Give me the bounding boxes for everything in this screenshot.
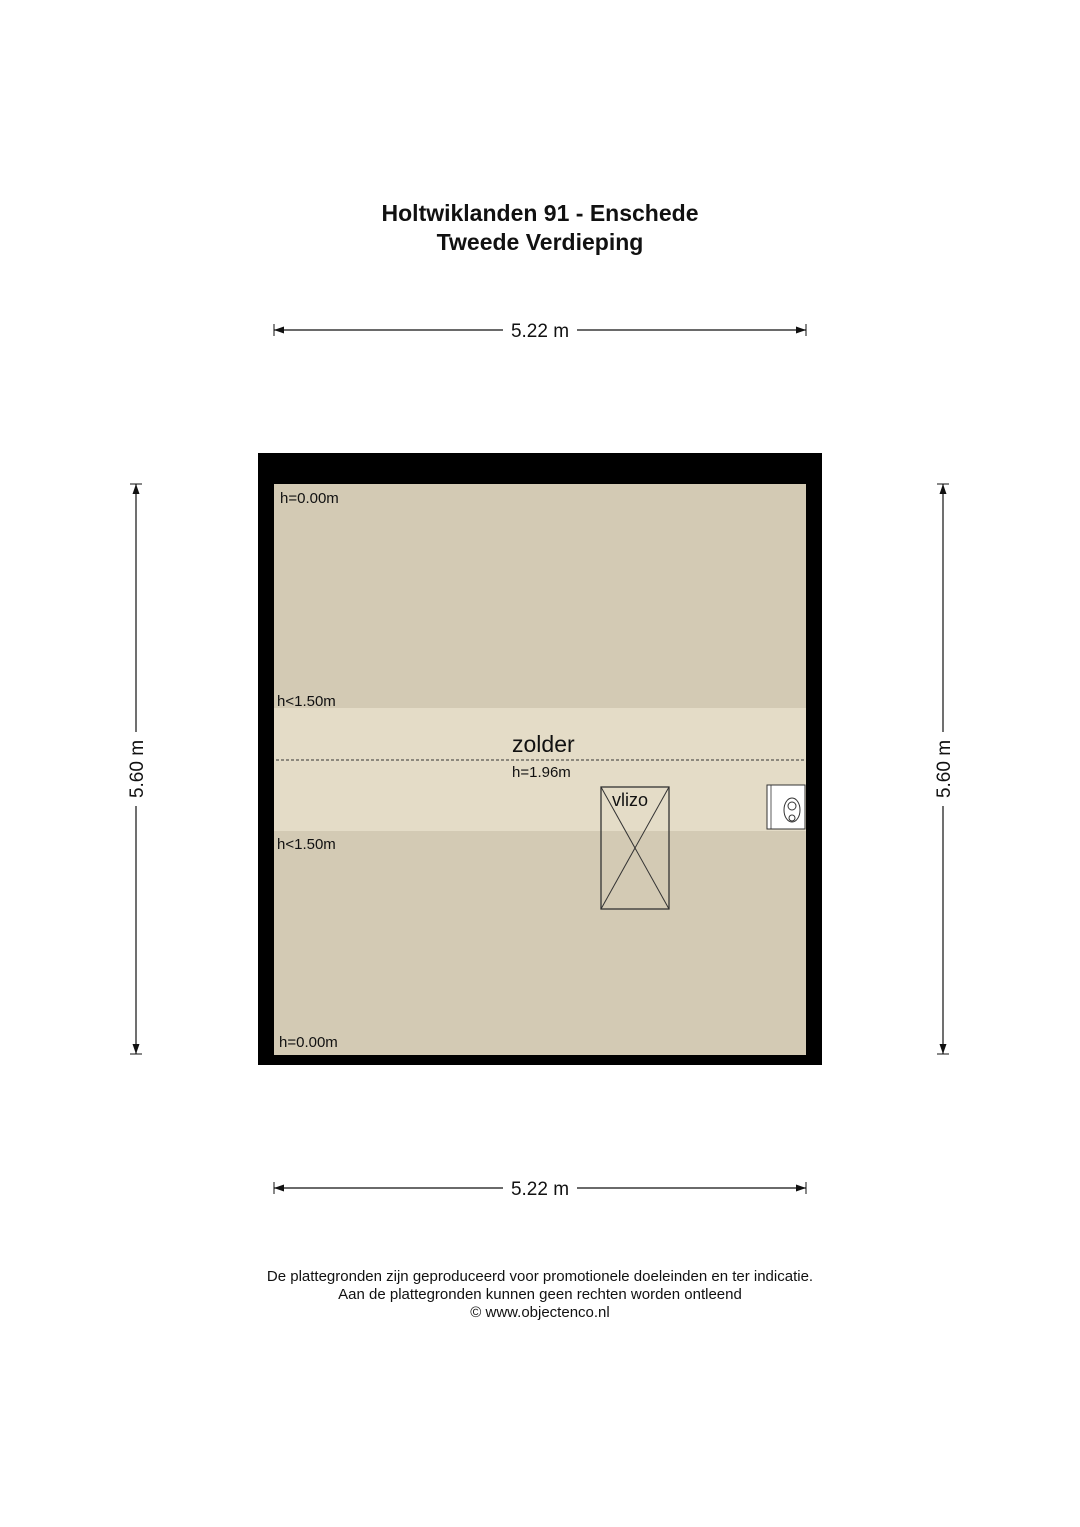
dimension-right (934, 484, 955, 1054)
dimension-label-top: 5.22 m (510, 321, 570, 342)
dimension-label-bottom: 5.22 m (510, 1179, 570, 1200)
disclaimer-line-1: De plattegronden zijn geproduceerd voor promotionele doeleinden en ter indicatie. (266, 1268, 814, 1285)
height-label-bottom-edge: h=0.00m (279, 1034, 338, 1051)
dimension-top (274, 321, 806, 342)
disclaimer-line-2: Aan de plattegronden kunnen geen rechten worden ontleend (338, 1286, 742, 1303)
height-label-lower-limit: h<1.50m (277, 836, 336, 853)
disclaimer (0, 1268, 1080, 1322)
plan-title: Holtwiklanden 91 - Enschede (381, 200, 699, 226)
height-label-upper-limit: h<1.50m (277, 693, 336, 710)
dimension-bottom (274, 1179, 806, 1200)
boiler-icon (767, 785, 805, 829)
dimension-label-right: 5.60 m (934, 739, 955, 799)
height-label-top-edge: h=0.00m (280, 490, 339, 507)
plan-subtitle: Tweede Verdieping (436, 229, 644, 255)
copyright-line: © www.objectenco.nl (470, 1304, 610, 1321)
room-height-center: h=1.96m (512, 764, 571, 781)
dimension-label-left: 5.60 m (127, 739, 148, 799)
dimension-left (127, 484, 148, 1054)
room-name: zolder (512, 731, 575, 757)
loft-hatch-label: vlizo (612, 790, 649, 810)
